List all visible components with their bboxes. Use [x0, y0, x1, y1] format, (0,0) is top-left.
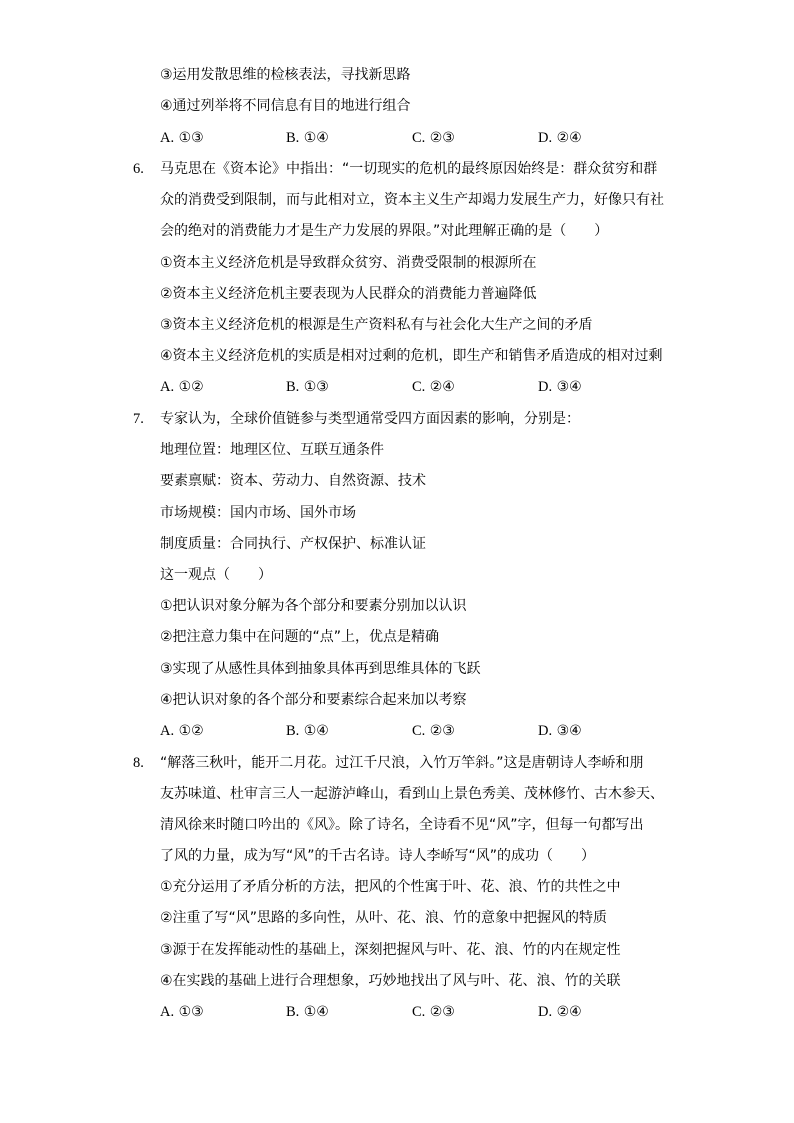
question-7-option-a[interactable]: A. ①②	[160, 723, 204, 739]
question-6-stem-line-2: 众的消费受到限制，而与此相对立，资本主义生产却竭力发展生产力，好像只有社	[160, 192, 664, 208]
question-7-option-b[interactable]: B. ①④	[286, 723, 329, 739]
question-8-statement-4: ④在实践的基础上进行合理想象，巧妙地找出了风与叶、花、浪、竹的关联	[160, 973, 621, 989]
question-7-statement-1: ①把认识对象分解为各个部分和要素分别加以认识	[160, 598, 467, 614]
prev-statement-3: ③运用发散思维的检核表法，寻找新思路	[160, 67, 411, 83]
question-8-option-c[interactable]: C. ②③	[412, 1004, 455, 1020]
question-8-statement-1: ①充分运用了矛盾分析的方法，把风的个性寓于叶、花、浪、竹的共性之中	[160, 879, 621, 895]
prev-statement-4: ④通过列举将不同信息有目的地进行组合	[160, 98, 411, 114]
question-8-option-d[interactable]: D. ②④	[538, 1004, 582, 1020]
question-6-statement-3: ③资本主义经济危机的根源是生产资料私有与社会化大生产之间的矛盾	[160, 317, 593, 333]
question-6-option-d[interactable]: D. ③④	[538, 379, 582, 395]
question-8-option-b[interactable]: B. ①④	[286, 1004, 329, 1020]
question-7-stem-line-2: 地理位置：地理区位、互联互通条件	[160, 442, 384, 458]
question-7-option-c[interactable]: C. ②③	[412, 723, 455, 739]
question-6-statement-1: ①资本主义经济危机是导致群众贫穷、消费受限制的根源所在	[160, 255, 537, 271]
question-6-options	[160, 377, 680, 397]
question-7-statement-2: ②把注意力集中在问题的“点”上，优点是精确	[160, 629, 440, 645]
question-7-stem-line-3: 要素禀赋：资本、劳动力、自然资源、技术	[160, 473, 426, 489]
prev-option-c[interactable]: C. ②③	[412, 130, 455, 146]
question-8-statement-2: ②注重了写“风”思路的多向性，从叶、花、浪、竹的意象中把握风的特质	[160, 910, 608, 926]
question-6-stem-line-1: 马克思在《资本论》中指出：“一切现实的危机的最终原因始终是：群众贫穷和群	[160, 161, 658, 177]
question-6-stem-line-3: 会的绝对的消费能力才是生产力发展的界限。”对此理解正确的是（ ）	[160, 223, 609, 239]
question-6-option-c[interactable]: C. ②④	[412, 379, 455, 395]
question-7-statement-3: ③实现了从感性具体到抽象具体再到思维具体的飞跃	[160, 661, 481, 677]
question-8-option-a[interactable]: A. ①③	[160, 1004, 204, 1020]
question-8-statement-3: ③源于在发挥能动性的基础上，深刻把握风与叶、花、浪、竹的内在规定性	[160, 942, 621, 958]
question-7-statement-4: ④把认识对象的各个部分和要素综合起来加以考察	[160, 692, 467, 708]
question-7-stem-line-6: 这一观点（ ）	[160, 567, 272, 583]
prev-option-d[interactable]: D. ②④	[538, 130, 582, 146]
question-7-stem-line-5: 制度质量：合同执行、产权保护、标准认证	[160, 536, 426, 552]
question-8-options	[160, 1002, 680, 1022]
question-7-stem-line-1: 专家认为，全球价值链参与类型通常受四方面因素的影响，分别是：	[160, 411, 580, 427]
question-6-option-a[interactable]: A. ①②	[160, 379, 204, 395]
question-8-stem-line-4: 了风的力量，成为写“风”的千古名诗。诗人李峤写“风”的成功（ ）	[160, 848, 596, 864]
question-7-options	[160, 721, 680, 741]
question-8-stem-line-1: “解落三秋叶，能开二月花。过江千尺浪，入竹万竿斜。”这是唐朝诗人李峤和朋	[160, 755, 644, 771]
prev-option-b[interactable]: B. ①④	[286, 130, 329, 146]
question-6-number: 6.	[133, 161, 144, 177]
question-6-statement-4: ④资本主义经济危机的实质是相对过剩的危机，即生产和销售矛盾造成的相对过剩	[160, 348, 663, 364]
question-8-stem-line-3: 清风徐来时随口吟出的《风》。除了诗名，全诗看不见“风”字，但每一句都写出	[160, 817, 644, 833]
question-6-statement-2: ②资本主义经济危机主要表现为人民群众的消费能力普遍降低	[160, 286, 537, 302]
question-8-number: 8.	[133, 755, 144, 771]
question-7-option-d[interactable]: D. ③④	[538, 723, 582, 739]
prev-options	[160, 128, 680, 148]
prev-option-a[interactable]: A. ①③	[160, 130, 204, 146]
question-6-option-b[interactable]: B. ①③	[286, 379, 329, 395]
question-7-number: 7.	[133, 411, 144, 427]
question-7-stem-line-4: 市场规模：国内市场、国外市场	[160, 505, 356, 521]
question-8-stem-line-2: 友苏味道、杜审言三人一起游泸峰山，看到山上景色秀美、茂林修竹、古木参天、	[160, 786, 664, 802]
